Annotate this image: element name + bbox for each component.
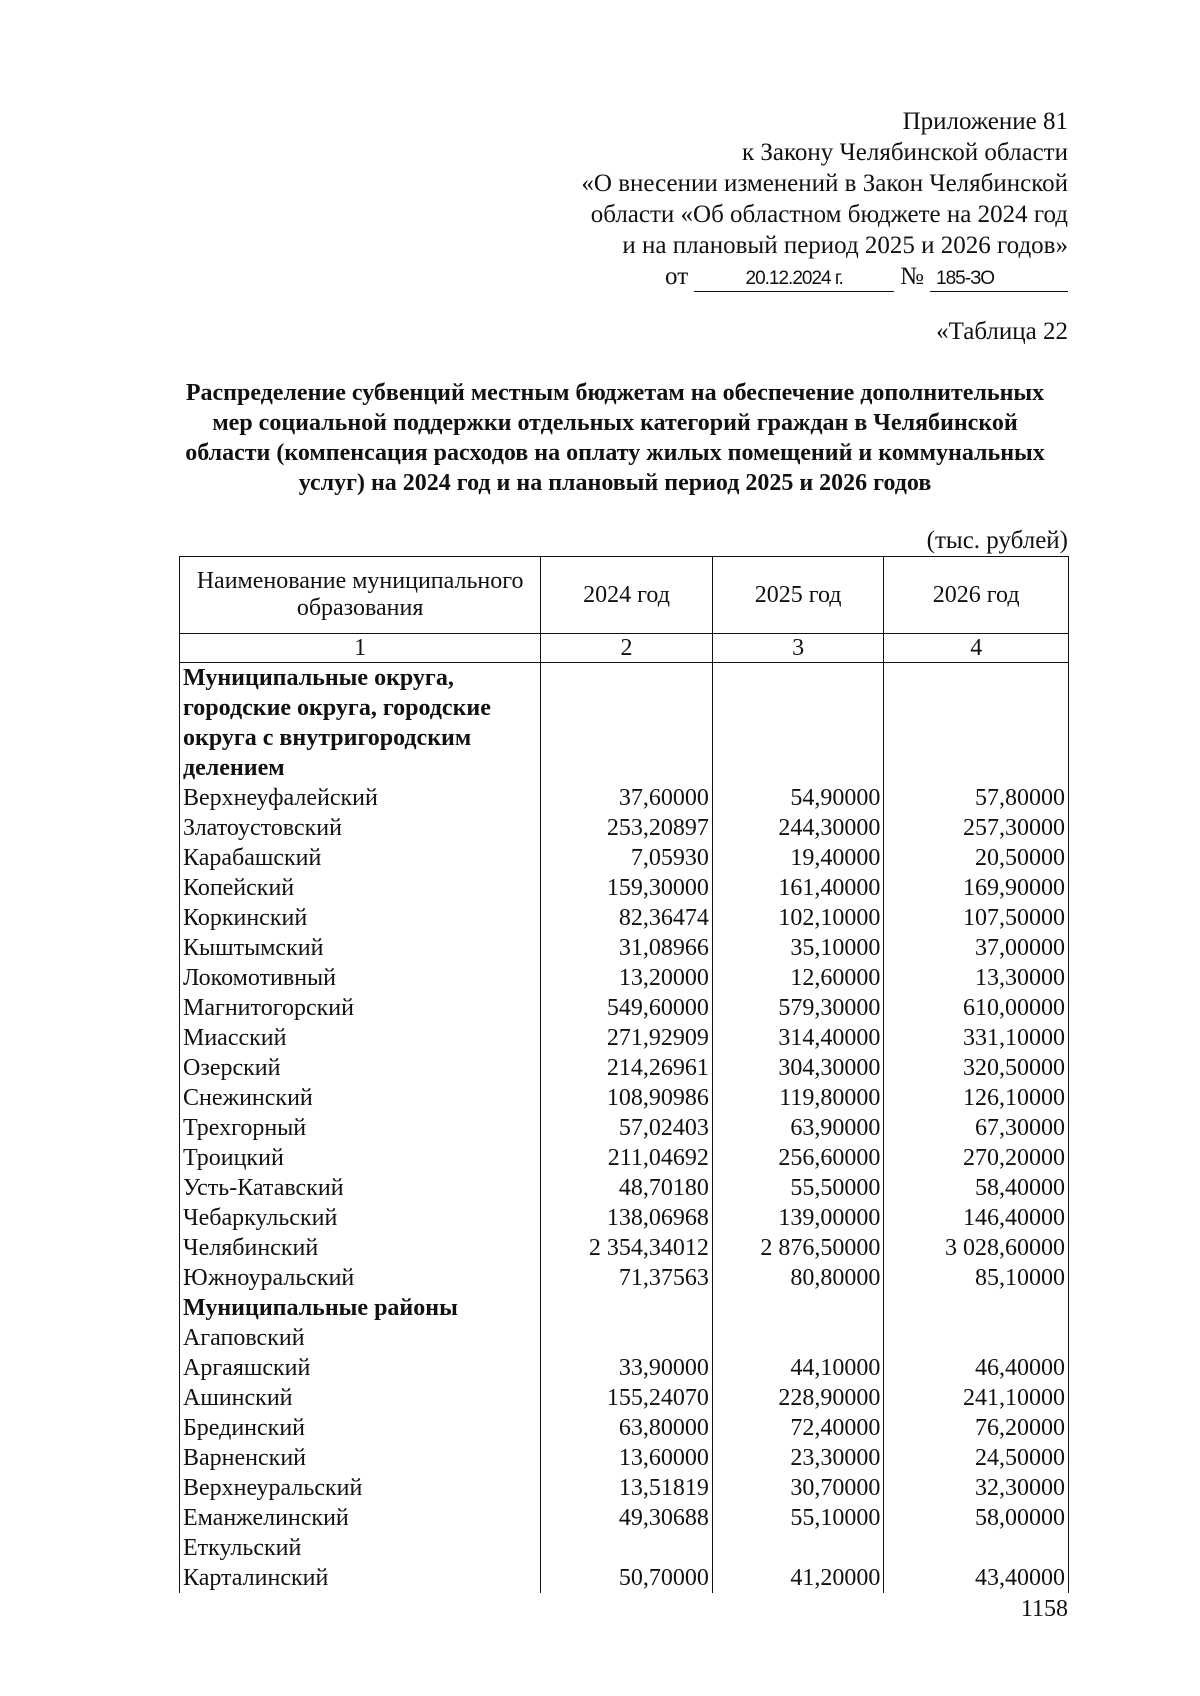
value-2024: 50,70000 [541, 1563, 713, 1593]
municipality-name: Магнитогорский [180, 993, 541, 1023]
value-2024: 63,80000 [541, 1413, 713, 1443]
municipality-name: Карабашский [180, 843, 541, 873]
law-title-line-3: и на плановый период 2025 и 2026 годов» [622, 232, 1068, 259]
table-row [180, 1563, 1069, 1593]
value-2026: 3 028,60000 [884, 1233, 1069, 1263]
municipality-name: Кыштымский [180, 933, 541, 963]
law-title-line-2: области «Об областном бюджете на 2024 год [590, 201, 1068, 228]
value-2025: 256,60000 [712, 1143, 884, 1173]
value-2024 [541, 1533, 713, 1563]
value-2025: 244,30000 [712, 813, 884, 843]
municipality-name: Карталинский [180, 1563, 541, 1593]
value-2026: 146,40000 [884, 1203, 1069, 1233]
municipality-name: Брединский [180, 1413, 541, 1443]
column-number-3: 3 [712, 634, 884, 663]
value-2025 [712, 1323, 884, 1353]
table-row [180, 1233, 1069, 1263]
value-2025: 54,90000 [712, 783, 884, 813]
value-2026: 610,00000 [884, 993, 1069, 1023]
municipality-name: Миасский [180, 1023, 541, 1053]
value-2025 [712, 1533, 884, 1563]
value-2026 [884, 663, 1069, 784]
value-2026: 241,10000 [884, 1383, 1069, 1413]
value-2025: 44,10000 [712, 1353, 884, 1383]
municipality-name: Снежинский [180, 1083, 541, 1113]
value-2026: 58,00000 [884, 1503, 1069, 1533]
table-row [180, 1413, 1069, 1443]
value-2025: 55,10000 [712, 1503, 884, 1533]
table-header-row [180, 557, 1069, 634]
value-2025: 12,60000 [712, 963, 884, 993]
table-row [180, 1353, 1069, 1383]
value-2026: 58,40000 [884, 1173, 1069, 1203]
value-2025: 72,40000 [712, 1413, 884, 1443]
municipality-name: Верхнеуральский [180, 1473, 541, 1503]
value-2025: 30,70000 [712, 1473, 884, 1503]
value-2026 [884, 1533, 1069, 1563]
value-2025 [712, 663, 884, 784]
municipality-name: Озерский [180, 1053, 541, 1083]
column-header-2024: 2024 год [541, 557, 713, 634]
value-2024: 549,60000 [541, 993, 713, 1023]
value-2024: 108,90986 [541, 1083, 713, 1113]
value-2024: 253,20897 [541, 813, 713, 843]
appendix-number: Приложение 81 [902, 108, 1068, 135]
value-2024: 33,90000 [541, 1353, 713, 1383]
document-title: Распределение субвенций местным бюджетам на обеспечение дополнительных мер социальной поддержки отдельных категорий граждан в Челябинской области (компенсация расходов на оплату жилых помещений и коммунальных услуг) на 2024 год и на плановый период 2025 и 2026 годов [185, 380, 1045, 496]
value-2024: 13,60000 [541, 1443, 713, 1473]
value-2026: 85,10000 [884, 1263, 1069, 1293]
value-2026 [884, 1323, 1069, 1353]
table-row [180, 1473, 1069, 1503]
table-row [180, 843, 1069, 873]
value-2026: 270,20000 [884, 1143, 1069, 1173]
value-2026: 67,30000 [884, 1113, 1069, 1143]
value-2024: 71,37563 [541, 1263, 713, 1293]
section-row [180, 1293, 1069, 1323]
column-header-name: Наименование муниципального образования [180, 557, 541, 634]
value-2025: 80,80000 [712, 1263, 884, 1293]
municipality-name: Еманжелинский [180, 1503, 541, 1533]
units-label: (тыс. рублей) [926, 527, 1068, 554]
table-row [180, 1053, 1069, 1083]
value-2024: 31,08966 [541, 933, 713, 963]
value-2025: 41,20000 [712, 1563, 884, 1593]
municipality-name: Муниципальные округа, городские округа, городские округа с внутригородским делением [180, 663, 541, 784]
value-2024: 57,02403 [541, 1113, 713, 1143]
table-row [180, 1323, 1069, 1353]
value-2025: 228,90000 [712, 1383, 884, 1413]
value-2025: 314,40000 [712, 1023, 884, 1053]
table-row [180, 993, 1069, 1023]
appendix-header [508, 106, 1068, 292]
value-2025: 23,30000 [712, 1443, 884, 1473]
page-number: 1158 [1020, 1596, 1068, 1622]
law-number: 185-ЗО [930, 267, 1068, 292]
municipality-name: Челябинский [180, 1233, 541, 1263]
number-label: № [900, 263, 924, 290]
value-2025: 304,30000 [712, 1053, 884, 1083]
value-2025: 19,40000 [712, 843, 884, 873]
column-number-1: 1 [180, 634, 541, 663]
table-row [180, 903, 1069, 933]
municipality-name: Ашинский [180, 1383, 541, 1413]
value-2026: 13,30000 [884, 963, 1069, 993]
value-2024 [541, 1323, 713, 1353]
municipality-name: Верхнеуфалейский [180, 783, 541, 813]
table-row [180, 783, 1069, 813]
value-2026: 76,20000 [884, 1413, 1069, 1443]
value-2026 [884, 1293, 1069, 1323]
column-number-4: 4 [884, 634, 1069, 663]
column-number-2: 2 [541, 634, 713, 663]
municipality-name: Аргаяшский [180, 1353, 541, 1383]
law-title-line-1: «О внесении изменений в Закон Челябинской [581, 170, 1068, 197]
value-2026: 46,40000 [884, 1353, 1069, 1383]
value-2024: 138,06968 [541, 1203, 713, 1233]
value-2025: 102,10000 [712, 903, 884, 933]
value-2024: 13,51819 [541, 1473, 713, 1503]
value-2024: 49,30688 [541, 1503, 713, 1533]
value-2026: 57,80000 [884, 783, 1069, 813]
value-2025: 55,50000 [712, 1173, 884, 1203]
municipality-name: Чебаркульский [180, 1203, 541, 1233]
value-2024: 155,24070 [541, 1383, 713, 1413]
table-row [180, 1533, 1069, 1563]
municipality-name: Южноуральский [180, 1263, 541, 1293]
table-row [180, 1173, 1069, 1203]
municipality-name: Еткульский [180, 1533, 541, 1563]
municipality-name: Трехгорный [180, 1113, 541, 1143]
value-2024: 13,20000 [541, 963, 713, 993]
value-2024 [541, 1293, 713, 1323]
table-row [180, 963, 1069, 993]
column-header-2025: 2025 год [712, 557, 884, 634]
value-2024: 7,05930 [541, 843, 713, 873]
table-row [180, 933, 1069, 963]
municipality-name: Троицкий [180, 1143, 541, 1173]
from-label: от [665, 263, 689, 290]
value-2025: 2 876,50000 [712, 1233, 884, 1263]
column-header-2026: 2026 год [884, 557, 1069, 634]
value-2026: 20,50000 [884, 843, 1069, 873]
municipality-name: Златоустовский [180, 813, 541, 843]
municipality-name: Копейский [180, 873, 541, 903]
value-2024: 159,30000 [541, 873, 713, 903]
value-2025: 139,00000 [712, 1203, 884, 1233]
municipality-name: Варненский [180, 1443, 541, 1473]
table-row [180, 1083, 1069, 1113]
value-2024: 271,92909 [541, 1023, 713, 1053]
value-2026: 107,50000 [884, 903, 1069, 933]
law-date: 20.12.2024 г. [694, 267, 894, 292]
section-row [180, 663, 1069, 784]
value-2025 [712, 1293, 884, 1323]
table-row [180, 1203, 1069, 1233]
municipality-name: Коркинский [180, 903, 541, 933]
table-row [180, 813, 1069, 843]
value-2025: 579,30000 [712, 993, 884, 1023]
value-2024: 211,04692 [541, 1143, 713, 1173]
column-numbers-row [180, 634, 1069, 663]
table-row [180, 1143, 1069, 1173]
table-row [180, 1503, 1069, 1533]
value-2026: 37,00000 [884, 933, 1069, 963]
table-row [180, 1443, 1069, 1473]
value-2024 [541, 663, 713, 784]
subventions-table [179, 556, 1069, 1593]
value-2026: 43,40000 [884, 1563, 1069, 1593]
table-row [180, 1113, 1069, 1143]
municipality-name: Муниципальные районы [180, 1293, 541, 1323]
value-2026: 24,50000 [884, 1443, 1069, 1473]
value-2024: 48,70180 [541, 1173, 713, 1203]
table-label: «Таблица 22 [936, 318, 1068, 345]
municipality-name: Локомотивный [180, 963, 541, 993]
value-2025: 63,90000 [712, 1113, 884, 1143]
table-row [180, 1383, 1069, 1413]
law-date-line [508, 261, 1068, 292]
municipality-name: Усть-Катавский [180, 1173, 541, 1203]
value-2024: 2 354,34012 [541, 1233, 713, 1263]
value-2024: 37,60000 [541, 783, 713, 813]
value-2025: 35,10000 [712, 933, 884, 963]
law-reference: к Закону Челябинской области [742, 139, 1068, 166]
value-2024: 214,26961 [541, 1053, 713, 1083]
table-row [180, 1263, 1069, 1293]
value-2026: 126,10000 [884, 1083, 1069, 1113]
value-2026: 169,90000 [884, 873, 1069, 903]
value-2026: 331,10000 [884, 1023, 1069, 1053]
table-row [180, 873, 1069, 903]
municipality-name: Агаповский [180, 1323, 541, 1353]
value-2024: 82,36474 [541, 903, 713, 933]
table-row [180, 1023, 1069, 1053]
value-2025: 119,80000 [712, 1083, 884, 1113]
value-2025: 161,40000 [712, 873, 884, 903]
value-2026: 32,30000 [884, 1473, 1069, 1503]
value-2026: 320,50000 [884, 1053, 1069, 1083]
value-2026: 257,30000 [884, 813, 1069, 843]
